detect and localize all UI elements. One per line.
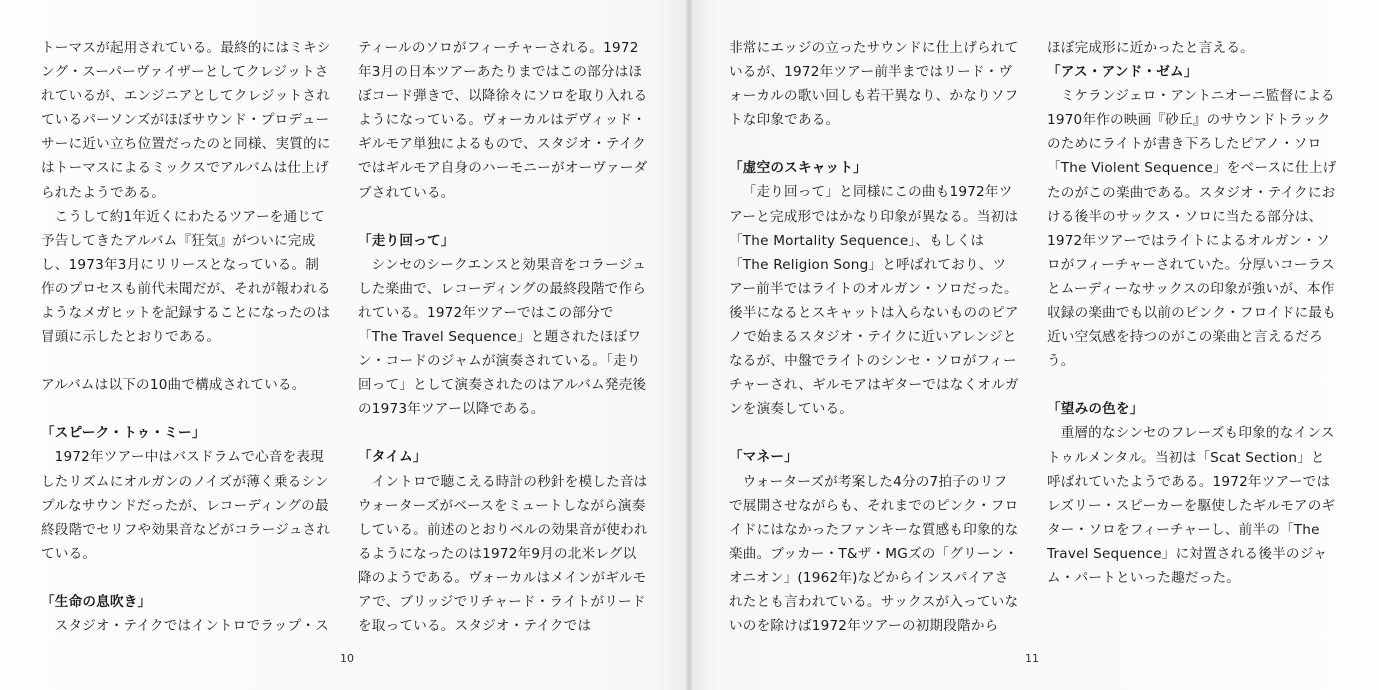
body-paragraph: ティールのソロがフィーチャーされる。1972年3月の日本ツアーあたりまではこの部分はほぼコード弾きで、以降徐々にソロを取り入れるようになっている。ヴォーカルはデヴィッド・ギルモア単独によるもので、スタジオ・テイクではギルモア自身のハーモニーがオーヴァーダブされている。: [358, 40, 648, 201]
body-paragraph: 1972年ツアー中はバスドラムで心音を表現したリズムにオルガンのノイズが薄く乗るシンプルなサウンドだったが、レコーディングの最終段階でセリフや効果音などがコラージュされている。: [41, 449, 331, 562]
column-4: [1047, 36, 1337, 590]
body-paragraph: こうして約1年近くにわたるツアーを通じて予告してきたアルバム『狂気』がついに完成し、1973年3月にリリースとなっている。制作のプロセスも前代未聞だが、それが報われるようなメガヒットを記録することになったのは冒頭に示したとおりである。: [41, 208, 331, 346]
column-2: [358, 36, 648, 638]
column-3: [729, 36, 1019, 638]
paragraph-gap: [729, 132, 1019, 156]
page-number-left: 10: [340, 652, 354, 665]
body-paragraph: シンセのシークエンスと効果音をコラージュした楽曲で、レコーディングの最終段階で作られている。1972年ツアーではこの部分で「The Travel Sequence」と題されたほぼワン・コードのジャムが演奏されている。「走り回って」として演奏されたのはアルバム発売後の1973年ツアー以降である。: [358, 256, 647, 418]
track-heading: 「走り回って」: [358, 232, 455, 249]
track-heading: 「アス・アンド・ゼム」: [1047, 64, 1198, 81]
track-heading: 「マネー」: [729, 449, 798, 466]
body-paragraph: イントロで聴こえる時計の秒針を模した音はウォーターズがベースをミュートしながら演奏している。前述のとおりベルの効果音が使われるようになったのは1972年9月の北米レグ以降のようである。ヴォーカルはメインがギルモアで、ブリッジでリチャード・ライトがリードを取っている。スタジオ・テイクでは: [358, 473, 648, 635]
body-paragraph: アルバムは以下の10曲で構成されている。: [41, 377, 306, 394]
track-heading: 「タイム」: [358, 449, 427, 466]
body-paragraph: ミケランジェロ・アントニオーニ監督による1970年作の映画『砂丘』のサウンドトラックのためにライトが書き下ろしたピアノ・ソロ「The Violent Sequence」をベースに仕上げたのがこの楽曲である。スタジオ・テイクにおける後半のサックス・ソロに当たる部分は、1972年ツアーではライトによるオルガン・ソロがフィーチャーされていた。分厚いコーラスとムーディーなサックスの印象が強いが、本作収録の楽曲でも以前のピンク・フロイドに最も近い空気感を持つのがこの楽曲と言えるだろう。: [1047, 88, 1337, 370]
body-paragraph: ウォーターズが考案した4分の7拍子のリフで展開させながらも、それまでのピンク・フロイドにはなかったファンキーな質感も印象的な楽曲。ブッカー・T&ザ・MGズの「グリーン・オニオン」(1962年)などからインスパイアされたとも言われている。サックスが入っていないのを除けば1972年ツアーの初期段階から: [729, 473, 1019, 635]
body-paragraph: トーマスが起用されている。最終的にはミキシング・スーパーヴァイザーとしてクレジットされているが、エンジニアとしてクレジットされているパーソンズがほぼサウンド・プロデューサーに近い立ち位置だったのと同様、実質的にはトーマスによるミックスでアルバムは仕上げられたようである。: [41, 40, 331, 201]
body-paragraph: スタジオ・テイクではイントロでラップ・ス: [54, 617, 329, 634]
body-paragraph: 「走り回って」と同様にこの曲も1972年ツアーと完成形ではかなり印象が異なる。当初は「The Mortality Sequence」、もしくは「The Religion Song」と呼ばれており、ツアー前半ではライトのオルガン・ソロだった。後半になるとスキャットは入らないもののピアノで始まるスタジオ・テイクに近いアレンジとなるが、中盤でライトのシンセ・ソロがフィーチャーされ、ギルモアはギターではなくオルガンを演奏している。: [729, 184, 1019, 418]
page-left: [0, 0, 689, 690]
paragraph-gap: [358, 205, 648, 229]
paragraph-gap: [358, 421, 648, 445]
paragraph-gap: [41, 349, 331, 373]
track-heading: 「スピーク・トゥ・ミー」: [41, 425, 206, 442]
page-right: [689, 0, 1379, 690]
track-heading: 「虚空のスキャット」: [729, 160, 867, 177]
body-paragraph: 非常にエッジの立ったサウンドに仕上げられているが、1972年ツアー前半まではリード・ヴォーカルの歌い回しも若干異なり、かなりソフトな印象である。: [729, 40, 1019, 129]
track-heading: 「望みの色を」: [1047, 401, 1144, 418]
paragraph-gap: [41, 397, 331, 421]
track-heading: 「生命の息吹き」: [41, 593, 152, 610]
column-1: [41, 36, 331, 638]
page-number-right: 11: [1025, 652, 1039, 665]
book-gutter: [686, 0, 692, 690]
body-paragraph: ほぼ完成形に近かったと言える。: [1047, 40, 1254, 56]
body-paragraph: 重層的なシンセのフレーズも印象的なインストゥルメンタル。当初は「Scat Section」と呼ばれていたようである。1972年ツアーではレズリー・スピーカーを駆使したギルモアのギター・ソロをフィーチャーし、前半の「The Travel Sequence」に対置される後半のジャム・パートといった趣だった。: [1047, 425, 1336, 586]
paragraph-gap: [1047, 373, 1337, 397]
paragraph-gap: [729, 421, 1019, 445]
paragraph-gap: [41, 566, 331, 590]
